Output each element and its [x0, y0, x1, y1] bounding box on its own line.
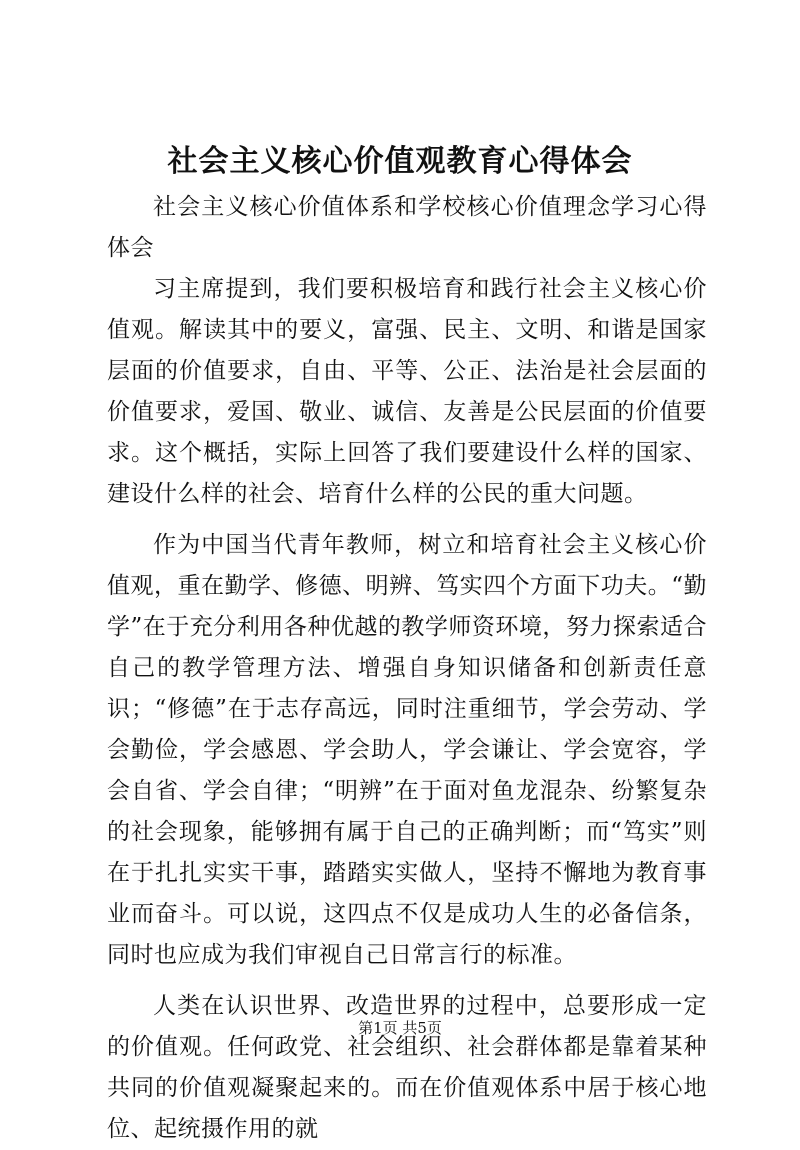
body-paragraph-1: 习主席提到，我们要积极培育和践行社会主义核心价值观。解读其中的要义，富强、民主、文明、和谐是国家层面的价值要求，自由、平等、公正、法治是社会层面的价值要求，爱国、敬业、诚信、友善是公民层面的价值要求。这个概括，实际上回答了我们要建设什么样的国家、建设什么样的社会、培育什么样的公民的重大问题。 [107, 276, 707, 507]
subtitle-paragraph: 社会主义核心价值体系和学校核心价值理念学习心得体会 [107, 194, 707, 261]
document-title: 社会主义核心价值观教育心得体会 [167, 144, 633, 179]
document-body [107, 187, 707, 1150]
body-paragraph-3: 人类在认识世界、改造世界的过程中，总要形成一定的价值观。任何政党、社会组织、社会群体都是靠着某种共同的价值观凝聚起来的。而在价值观体系中居于核心地位、起统摄作用的就 [107, 993, 707, 1142]
body-paragraph-2: 作为中国当代青年教师，树立和培育社会主义核心价值观，重在勤学、修德、明辨、笃实四个方面下功夫。“勤学”在于充分利用各种优越的教学师资环境，努力探索适合自己的教学管理方法、增强自身知识储备和创新责任意识；“修德”在于志存高远，同时注重细节，学会劳动、学会勤俭，学会感恩、学会助人，学会谦让、学会宽容，学会自省、学会自律；“明辨”在于面对鱼龙混杂、纷繁复杂的社会现象，能够拥有属于自己的正确判断；而“笃实”则在于扎扎实实干事，踏踏实实做人，坚持不懈地为教育事业而奋斗。可以说，这四点不仅是成功人生的必备信条，同时也应成为我们审视自己日常言行的标准。 [107, 532, 707, 968]
page-footer: 第1页 共5页 [358, 1019, 442, 1037]
